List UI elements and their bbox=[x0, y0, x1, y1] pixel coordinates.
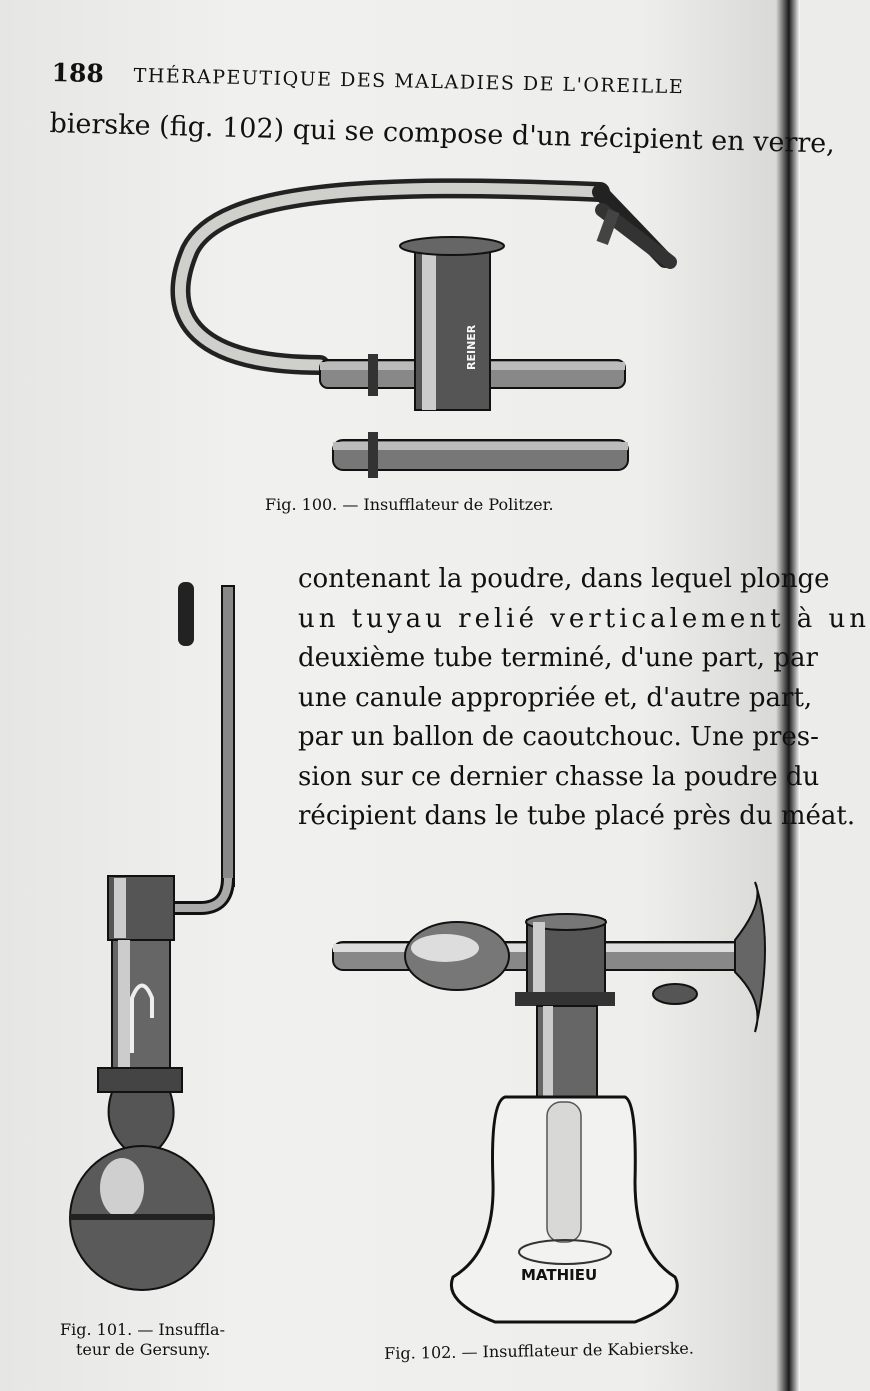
figure-101-caption bbox=[60, 1320, 225, 1360]
figure-100-politzer-insufflator bbox=[170, 170, 680, 490]
figure-101-gersuny-insufflator bbox=[60, 578, 260, 1298]
body-column-line: récipient dans le tube placé près du méat. bbox=[298, 801, 856, 831]
body-column-line: deuxième tube terminé, d'une part, par bbox=[298, 643, 818, 673]
body-line-1: bierske (fig. 102) qui se compose d'un récipient en verre, bbox=[49, 108, 836, 160]
page-header bbox=[51, 58, 712, 112]
figure-102-caption: Fig. 102. — Insufflateur de Kabierske. bbox=[384, 1338, 695, 1363]
figure-100-caption: Fig. 100. — Insufflateur de Politzer. bbox=[265, 495, 554, 514]
body-column bbox=[298, 560, 870, 837]
body-column-line: une canule appropriée et, d'autre part, bbox=[298, 682, 813, 713]
running-head: THÉRAPEUTIQUE DES MALADIES DE L'OREILLE bbox=[133, 64, 685, 99]
body-column-line: sion sur ce dernier chasse la poudre du bbox=[298, 761, 820, 792]
body-column-line: par un ballon de caoutchouc. Une pres- bbox=[298, 722, 819, 752]
page-number: 188 bbox=[51, 58, 105, 89]
figure-101-caption-line: teur de Gersuny. bbox=[76, 1340, 211, 1359]
figure-101-caption-line: Fig. 101. — Insuffla- bbox=[60, 1320, 225, 1339]
figure-102-kabierske-insufflator bbox=[325, 882, 770, 1332]
body-column-line: un tuyau relié verticalement à un bbox=[298, 603, 870, 634]
reiner-mark: REINER bbox=[465, 324, 478, 370]
body-column-line: contenant la poudre, dans lequel plonge bbox=[298, 564, 830, 594]
mathieu-mark: MATHIEU bbox=[521, 1266, 598, 1284]
